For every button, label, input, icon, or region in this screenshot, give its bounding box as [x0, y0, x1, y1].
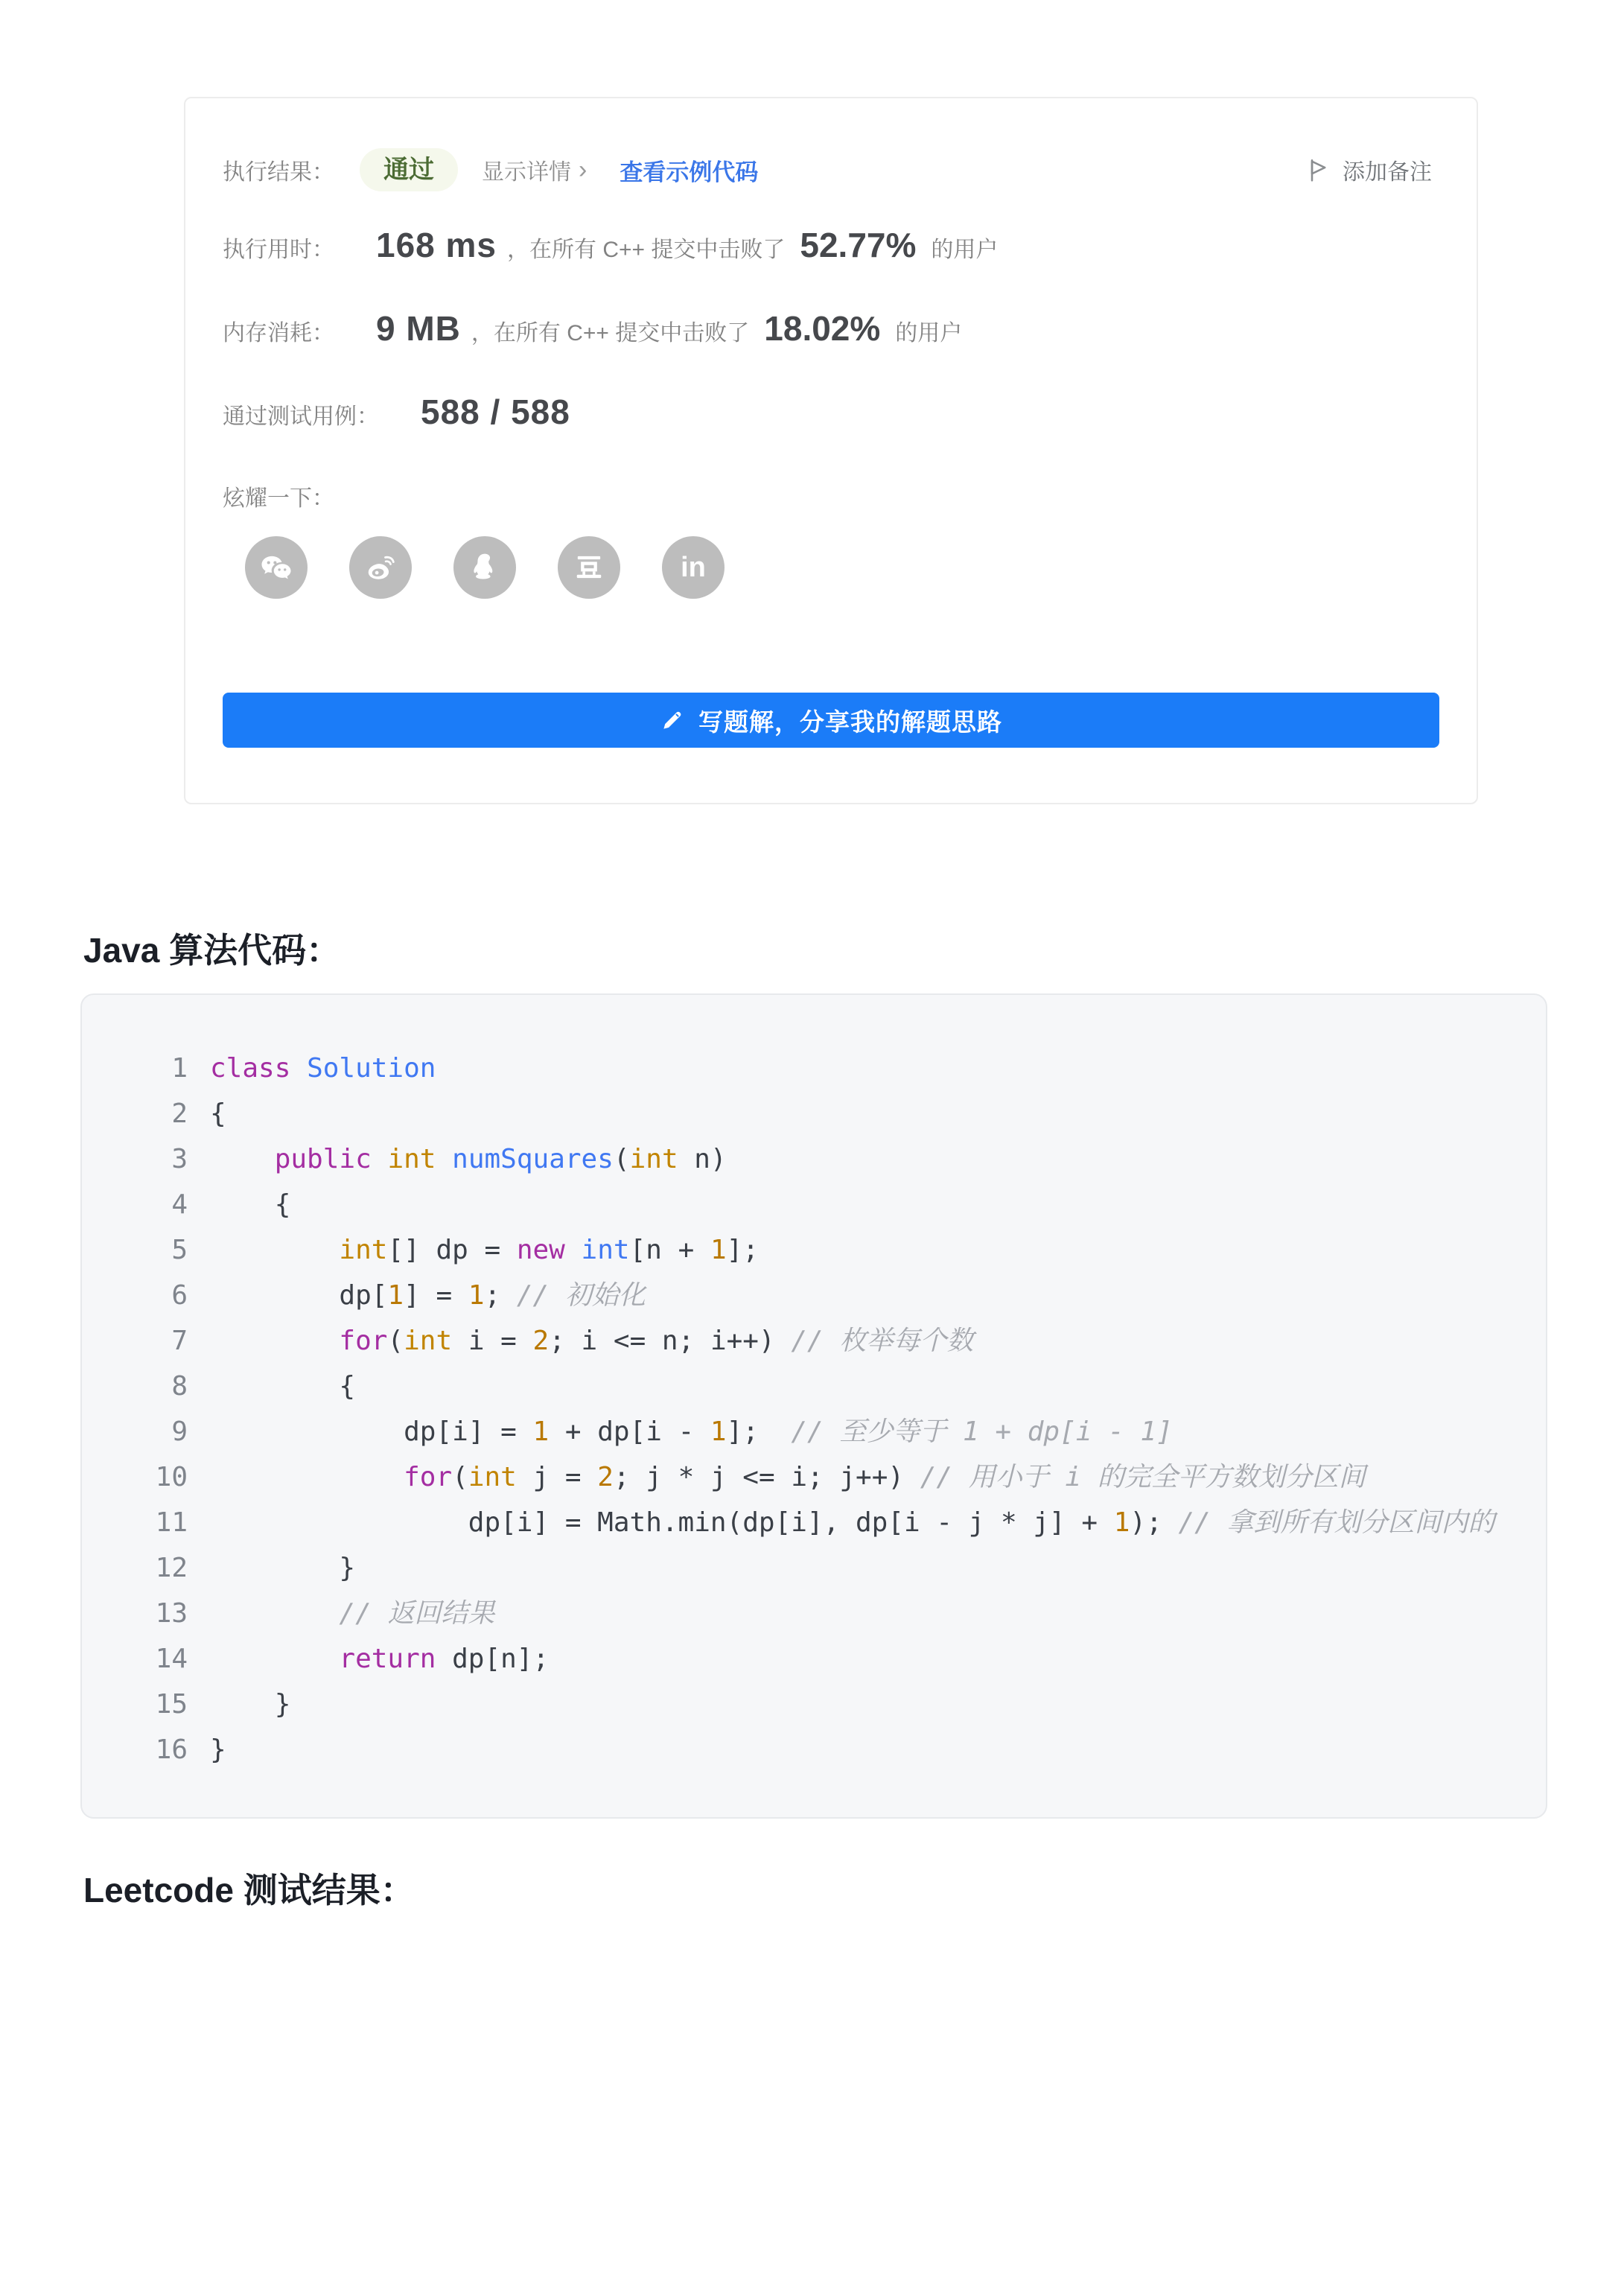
result-header-row [223, 141, 758, 198]
java-code-heading: Java 算法代码： [83, 931, 341, 970]
linkedin-icon: in [681, 551, 706, 583]
line-number: 5 [171, 1235, 188, 1265]
line-number: 12 [155, 1553, 188, 1583]
line-number: 10 [155, 1462, 188, 1492]
code-line [82, 1091, 1546, 1136]
flag-icon [1305, 156, 1332, 183]
line-number: 15 [155, 1689, 188, 1720]
line-number: 13 [155, 1598, 188, 1629]
qq-share-button[interactable] [453, 536, 516, 599]
code-line [82, 1727, 1546, 1772]
runtime-label: 执行用时： [223, 238, 334, 262]
testcases-row [223, 392, 570, 432]
add-note-button[interactable] [1305, 141, 1432, 198]
code-text: for(int i = 2; i <= n; i++) // 枚举每个数 [339, 1326, 974, 1356]
linkedin-share-button[interactable] [662, 536, 725, 599]
code-line [82, 1046, 1546, 1091]
view-sample-code-link[interactable]: 查看示例代码 [620, 159, 759, 185]
leetcode-result-heading: Leetcode 测试结果： [83, 1871, 415, 1909]
code-block [82, 1046, 1546, 1772]
wechat-share-button[interactable] [245, 536, 308, 599]
code-text: dp[1] = 1; // 初始化 [210, 1280, 646, 1311]
runtime-percent: 52.77% [800, 226, 917, 264]
qq-icon [465, 548, 504, 587]
line-number: 2 [171, 1098, 188, 1129]
code-line [82, 1636, 1546, 1682]
code-line [82, 1364, 1546, 1409]
chevron-right-icon: › [579, 155, 587, 184]
testcases-label: 通过测试用例： [223, 404, 379, 429]
line-number: 3 [171, 1144, 188, 1174]
testcases-value: 588 / 588 [421, 392, 570, 431]
runtime-value: 168 ms [376, 226, 497, 264]
memory-suffix: 的用户 [895, 321, 963, 346]
result-label: 执行结果： [223, 160, 334, 185]
code-text: { [210, 1098, 226, 1129]
code-text: public int numSquares(int n) [274, 1144, 727, 1174]
share-icons-row [245, 536, 725, 599]
memory-row [223, 308, 962, 349]
runtime-mid-text: ，在所有 C++ 提交中击败了 [507, 238, 786, 262]
add-note-label: 添加备注 [1343, 160, 1432, 185]
code-line [82, 1545, 1546, 1591]
code-text: } [210, 1734, 226, 1765]
line-number: 11 [155, 1507, 188, 1538]
status-badge: 通过 [360, 148, 458, 191]
memory-percent: 18.02% [764, 309, 881, 348]
code-text: { [210, 1371, 356, 1402]
code-text: class Solution [210, 1053, 436, 1084]
line-number: 1 [171, 1053, 188, 1084]
code-text: { [210, 1189, 291, 1220]
code-line [82, 1136, 1546, 1182]
memory-value: 9 MB [376, 309, 461, 348]
write-solution-label: 写题解，分享我的解题思路 [698, 707, 1002, 736]
douban-share-button[interactable] [558, 536, 620, 599]
weibo-share-button[interactable] [349, 536, 412, 599]
code-text: } [210, 1553, 356, 1583]
line-number: 6 [171, 1280, 188, 1311]
runtime-row [223, 225, 998, 265]
code-line [82, 1227, 1546, 1273]
line-number: 8 [171, 1371, 188, 1402]
code-line [82, 1273, 1546, 1318]
runtime-suffix: 的用户 [931, 238, 999, 262]
show-details-label: 显示详情 [482, 160, 571, 185]
line-number: 4 [171, 1189, 188, 1220]
line-number: 7 [171, 1326, 188, 1356]
code-line [82, 1500, 1546, 1545]
submission-result-card [184, 97, 1478, 804]
show-details-link[interactable] [482, 153, 587, 186]
code-text: } [210, 1689, 291, 1720]
code-line [82, 1182, 1546, 1227]
code-text: dp[i] = 1 + dp[i - 1]; // 至少等于 1 + dp[i - 1] [210, 1416, 1173, 1447]
code-text: return dp[n]; [339, 1644, 550, 1674]
memory-label: 内存消耗： [223, 321, 334, 346]
wechat-icon [257, 548, 296, 587]
code-text: dp[i] = Math.min(dp[i], dp[i - j * j] + 1); // 拿到所有划分区间内的 [210, 1507, 1495, 1538]
line-number: 9 [171, 1416, 188, 1447]
code-panel [80, 993, 1547, 1819]
code-text: int[] dp = new int[n + 1]; [339, 1235, 759, 1265]
pencil-icon [660, 707, 685, 733]
share-label: 炫耀一下： [223, 486, 334, 511]
code-text: for(int j = 2; j * j <= i; j++) // 用小于 i 的完全平方数划分区间 [404, 1462, 1366, 1492]
code-line [82, 1454, 1546, 1500]
line-number: 16 [155, 1734, 188, 1765]
code-line [82, 1682, 1546, 1727]
code-line [82, 1591, 1546, 1636]
memory-mid-text: ，在所有 C++ 提交中击败了 [471, 321, 750, 346]
code-text: // 返回结果 [339, 1598, 495, 1629]
code-line [82, 1409, 1546, 1454]
douban-icon [570, 548, 608, 587]
weibo-icon [361, 548, 400, 587]
code-line [82, 1318, 1546, 1364]
line-number: 14 [155, 1644, 188, 1674]
write-solution-button[interactable] [223, 693, 1439, 748]
